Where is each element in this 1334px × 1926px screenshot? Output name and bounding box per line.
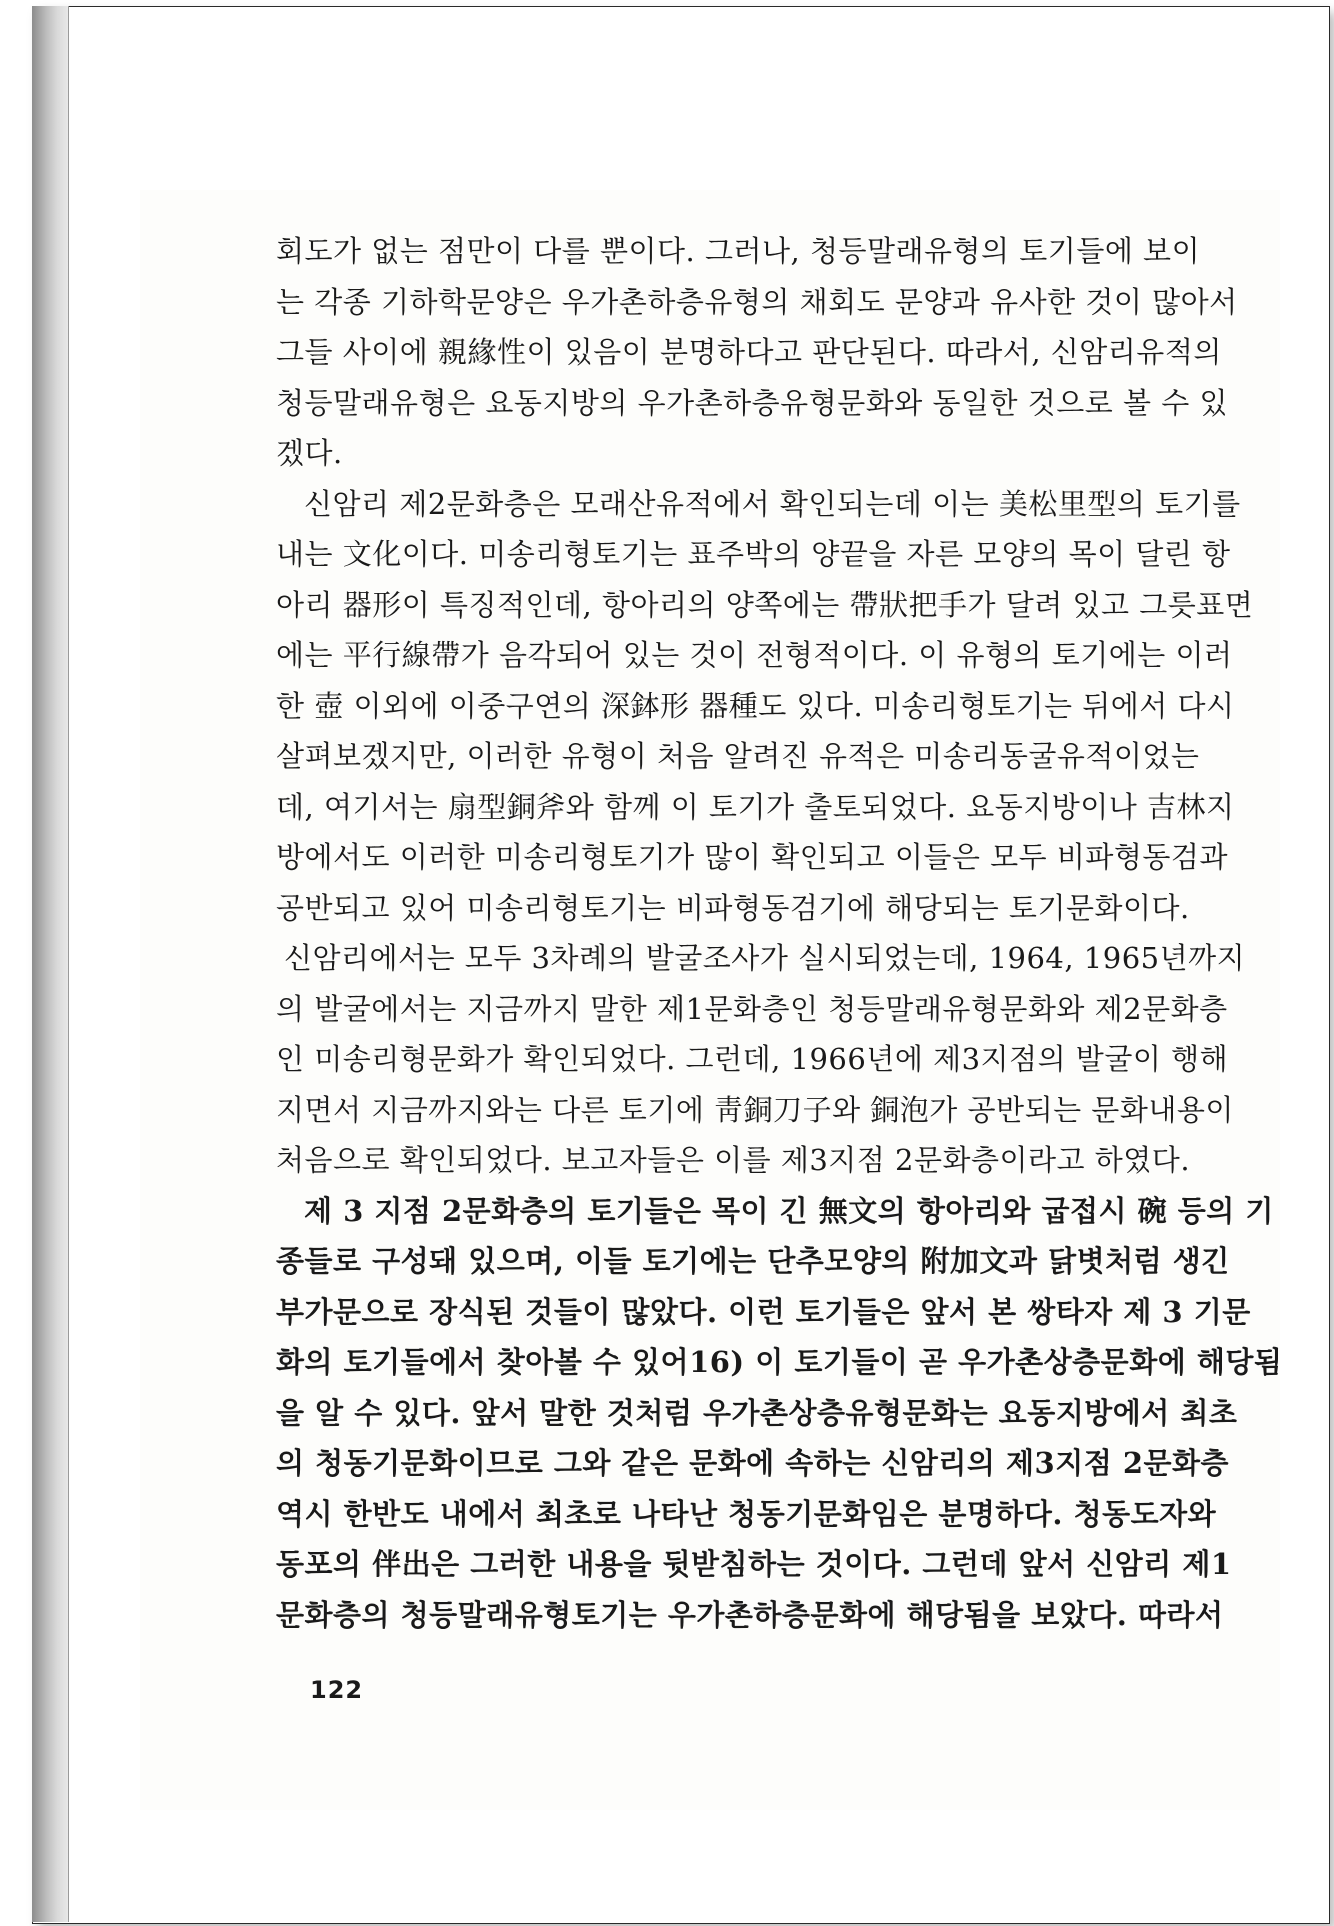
text-line: 한 壺 이외에 이중구연의 深鉢形 器種도 있다. 미송리형토기는 뒤에서 다시 <box>276 688 1235 723</box>
text-line: 의 발굴에서는 지금까지 말한 제1문화층인 청등말래유형문화와 제2문화층 <box>276 991 1228 1026</box>
text-line: 그들 사이에 親緣性이 있음이 분명하다고 판단된다. 따라서, 신암리유적의 <box>276 335 1222 369</box>
book-spine <box>32 6 69 1922</box>
text-line: 데, 여기서는 扇型銅斧와 함께 이 토기가 출토되었다. 요동지방이나 吉林지 <box>276 789 1235 824</box>
text-line: 종들로 구성돼 있으며, 이들 토기에는 단추모양의 附加文과 닭볏처럼 생긴 <box>276 1244 1230 1278</box>
text-line: 아리 器形이 특징적인데, 항아리의 양쪽에는 帶狀把手가 달려 있고 그릇표면 <box>276 587 1254 622</box>
text-line: 에는 平行線帶가 음각되어 있는 것이 전형적이다. 이 유형의 토기에는 이러 <box>276 638 1233 672</box>
text-line: 화의 토기들에서 찾아볼 수 있어16) 이 토기들이 곧 우가촌상층문화에 해당됨 <box>276 1345 1283 1379</box>
text-line: 역시 한반도 내에서 최초로 나타난 청동기문화임은 분명하다. 청동도자와 <box>276 1496 1217 1531</box>
text-line: 의 청동기문화이므로 그와 같은 문화에 속하는 신암리의 제3지점 2문화층 <box>276 1446 1230 1480</box>
page-number: 122 <box>310 1676 364 1704</box>
text-line: 는 각종 기하학문양은 우가촌하층유형의 채회도 문양과 유사한 것이 많아서 <box>276 284 1238 319</box>
text-line: 공반되고 있어 미송리형토기는 비파형동검기에 해당되는 토기문화이다. <box>276 890 1190 925</box>
text-line: 인 미송리형문화가 확인되었다. 그런데, 1966년에 제3지점의 발굴이 행해 <box>276 1042 1229 1076</box>
text-line: 을 알 수 있다. 앞서 말한 것처럼 우가촌상층유형문화는 요동지방에서 최초 <box>276 1395 1238 1430</box>
text-line: 부가문으로 장식된 것들이 많았다. 이런 토기들은 앞서 본 쌍타자 제 3 기문 <box>276 1294 1251 1329</box>
text-line: 내는 文化이다. 미송리형토기는 표주박의 양끝을 자른 모양의 목이 달린 항 <box>276 537 1231 571</box>
text-line: 회도가 없는 점만이 다를 뿐이다. 그러나, 청등말래유형의 토기들에 보이 <box>276 234 1201 268</box>
paragraph-start-line: 신암리에서는 모두 3차례의 발굴조사가 실시되었는데, 1964, 1965년까지 <box>284 941 1246 975</box>
text-line: 지면서 지금까지와는 다른 토기에 靑銅刀子와 銅泡가 공반되는 문화내용이 <box>276 1092 1234 1127</box>
text-line: 문화층의 청등말래유형토기는 우가촌하층문화에 해당됨을 보았다. 따라서 <box>276 1597 1224 1632</box>
text-line: 살펴보겠지만, 이러한 유형이 처음 알려진 유적은 미송리동굴유적이었는 <box>276 739 1200 773</box>
body-text <box>276 226 1283 1640</box>
paragraph-start-line: 제 3 지점 2문화층의 토기들은 목이 긴 無文의 항아리와 굽접시 碗 등의 기 <box>304 1193 1274 1228</box>
text-line: 처음으로 확인되었다. 보고자들은 이를 제3지점 2문화층이라고 하였다. <box>276 1143 1191 1177</box>
text-line: 청등말래유형은 요동지방의 우가촌하층유형문화와 동일한 것으로 볼 수 있 <box>276 385 1228 420</box>
paragraph-start-line: 신암리 제2문화층은 모래산유적에서 확인되는데 이는 美松里型의 토기를 <box>304 486 1241 521</box>
text-line: 동포의 伴出은 그러한 내용을 뒷받침하는 것이다. 그런데 앞서 신암리 제1 <box>276 1547 1232 1581</box>
text-line: 겠다. <box>276 436 343 470</box>
text-line: 방에서도 이러한 미송리형토기가 많이 확인되고 이들은 모두 비파형동검과 <box>276 840 1228 874</box>
